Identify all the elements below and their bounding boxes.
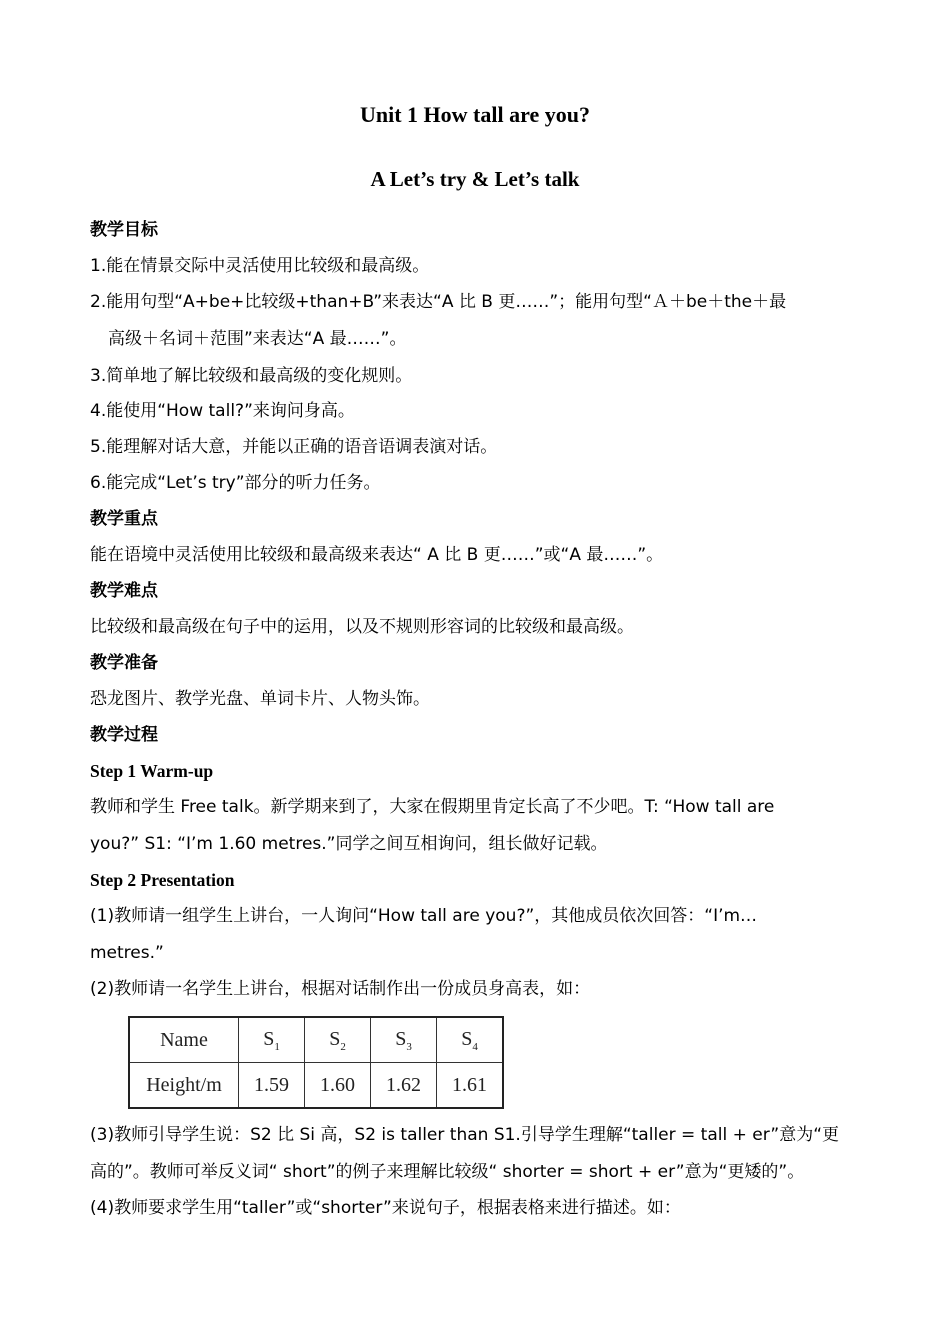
objective-item: 2.能用句型“A+be+比较级+than+B”来表达“A 比 B 更……”；能用句型“Ａ＋be＋the＋最 [90,292,787,312]
step2-line: (4)教师要求学生用“taller”或“shorter”来说句子，根据表格来进行描述。如： [90,1198,681,1218]
difficulties-heading: 教学难点 [90,581,158,601]
preparation-text: 恐龙图片、教学光盘、单词卡片、人物头饰。 [90,689,430,709]
table-header-cell: $S_2$ [305,1017,371,1063]
table-cell: 1.61 [437,1063,504,1109]
table-cell: 1.62 [371,1063,437,1109]
key-points-text: 能在语境中灵活使用比较级和最高级来表达“ A 比 B 更……”或“A 最……”。 [90,545,664,565]
step2-title: Step 2 Presentation [90,870,235,890]
table-header-cell: Name [129,1017,239,1063]
difficulties-text: 比较级和最高级在句子中的运用，以及不规则形容词的比较级和最高级。 [90,617,634,637]
objective-item: 5.能理解对话大意，并能以正确的语音语调表演对话。 [90,437,498,457]
objectives-heading: 教学目标 [90,220,158,240]
process-heading: 教学过程 [90,725,158,745]
step1-title: Step 1 Warm-up [90,761,214,781]
step1-line: 教师和学生 Free talk。新学期来到了，大家在假期里肯定长高了不少吧。T: “How tall are [90,797,775,817]
preparation-heading: 教学准备 [90,653,158,673]
objective-item: 3.简单地了解比较级和最高级的变化规则。 [90,366,413,386]
table-row-label: Height/m [129,1063,239,1109]
table-header-cell: $S_3$ [371,1017,437,1063]
table-row [129,1063,503,1109]
table-cell: 1.60 [305,1063,371,1109]
step2-line: 高的”。教师可举反义词“ short”的例子来理解比较级“ shorter = short + er”意为“更矮的”。 [90,1162,805,1182]
step2-line: (1)教师请一组学生上讲台，一人询问“How tall are you?”，其他成员依次回答：“I’m… [90,906,758,926]
objective-item-continued: 高级＋名词＋范围”来表达“A 最……”。 [108,329,407,349]
objective-item: 6.能完成“Let’s try”部分的听力任务。 [90,473,381,493]
objective-item: 1.能在情景交际中灵活使用比较级和最高级。 [90,256,430,276]
step2-line: (3)教师引导学生说：S2 比 Si 高，S2 is taller than S1.引导学生理解“taller = tall + er”意为“更 [90,1125,840,1145]
document-subtitle: A Let’s try & Let’s talk [370,167,580,191]
table-header-cell: $S_4$ [437,1017,504,1063]
step2-line: metres.” [90,943,164,963]
table-header-cell: $S_1$ [239,1017,305,1063]
table-header-row [129,1017,503,1063]
document-title: Unit 1 How tall are you? [360,102,590,127]
step1-line: you?” S1: “I’m 1.60 metres.”同学之间互相询问，组长做好记载。 [90,834,608,854]
objective-item: 4.能使用“How tall?”来询问身高。 [90,401,355,421]
key-points-heading: 教学重点 [90,509,158,529]
height-table [128,1016,504,1109]
table-cell: 1.59 [239,1063,305,1109]
step2-line: (2)教师请一名学生上讲台，根据对话制作出一份成员身高表，如： [90,979,591,999]
